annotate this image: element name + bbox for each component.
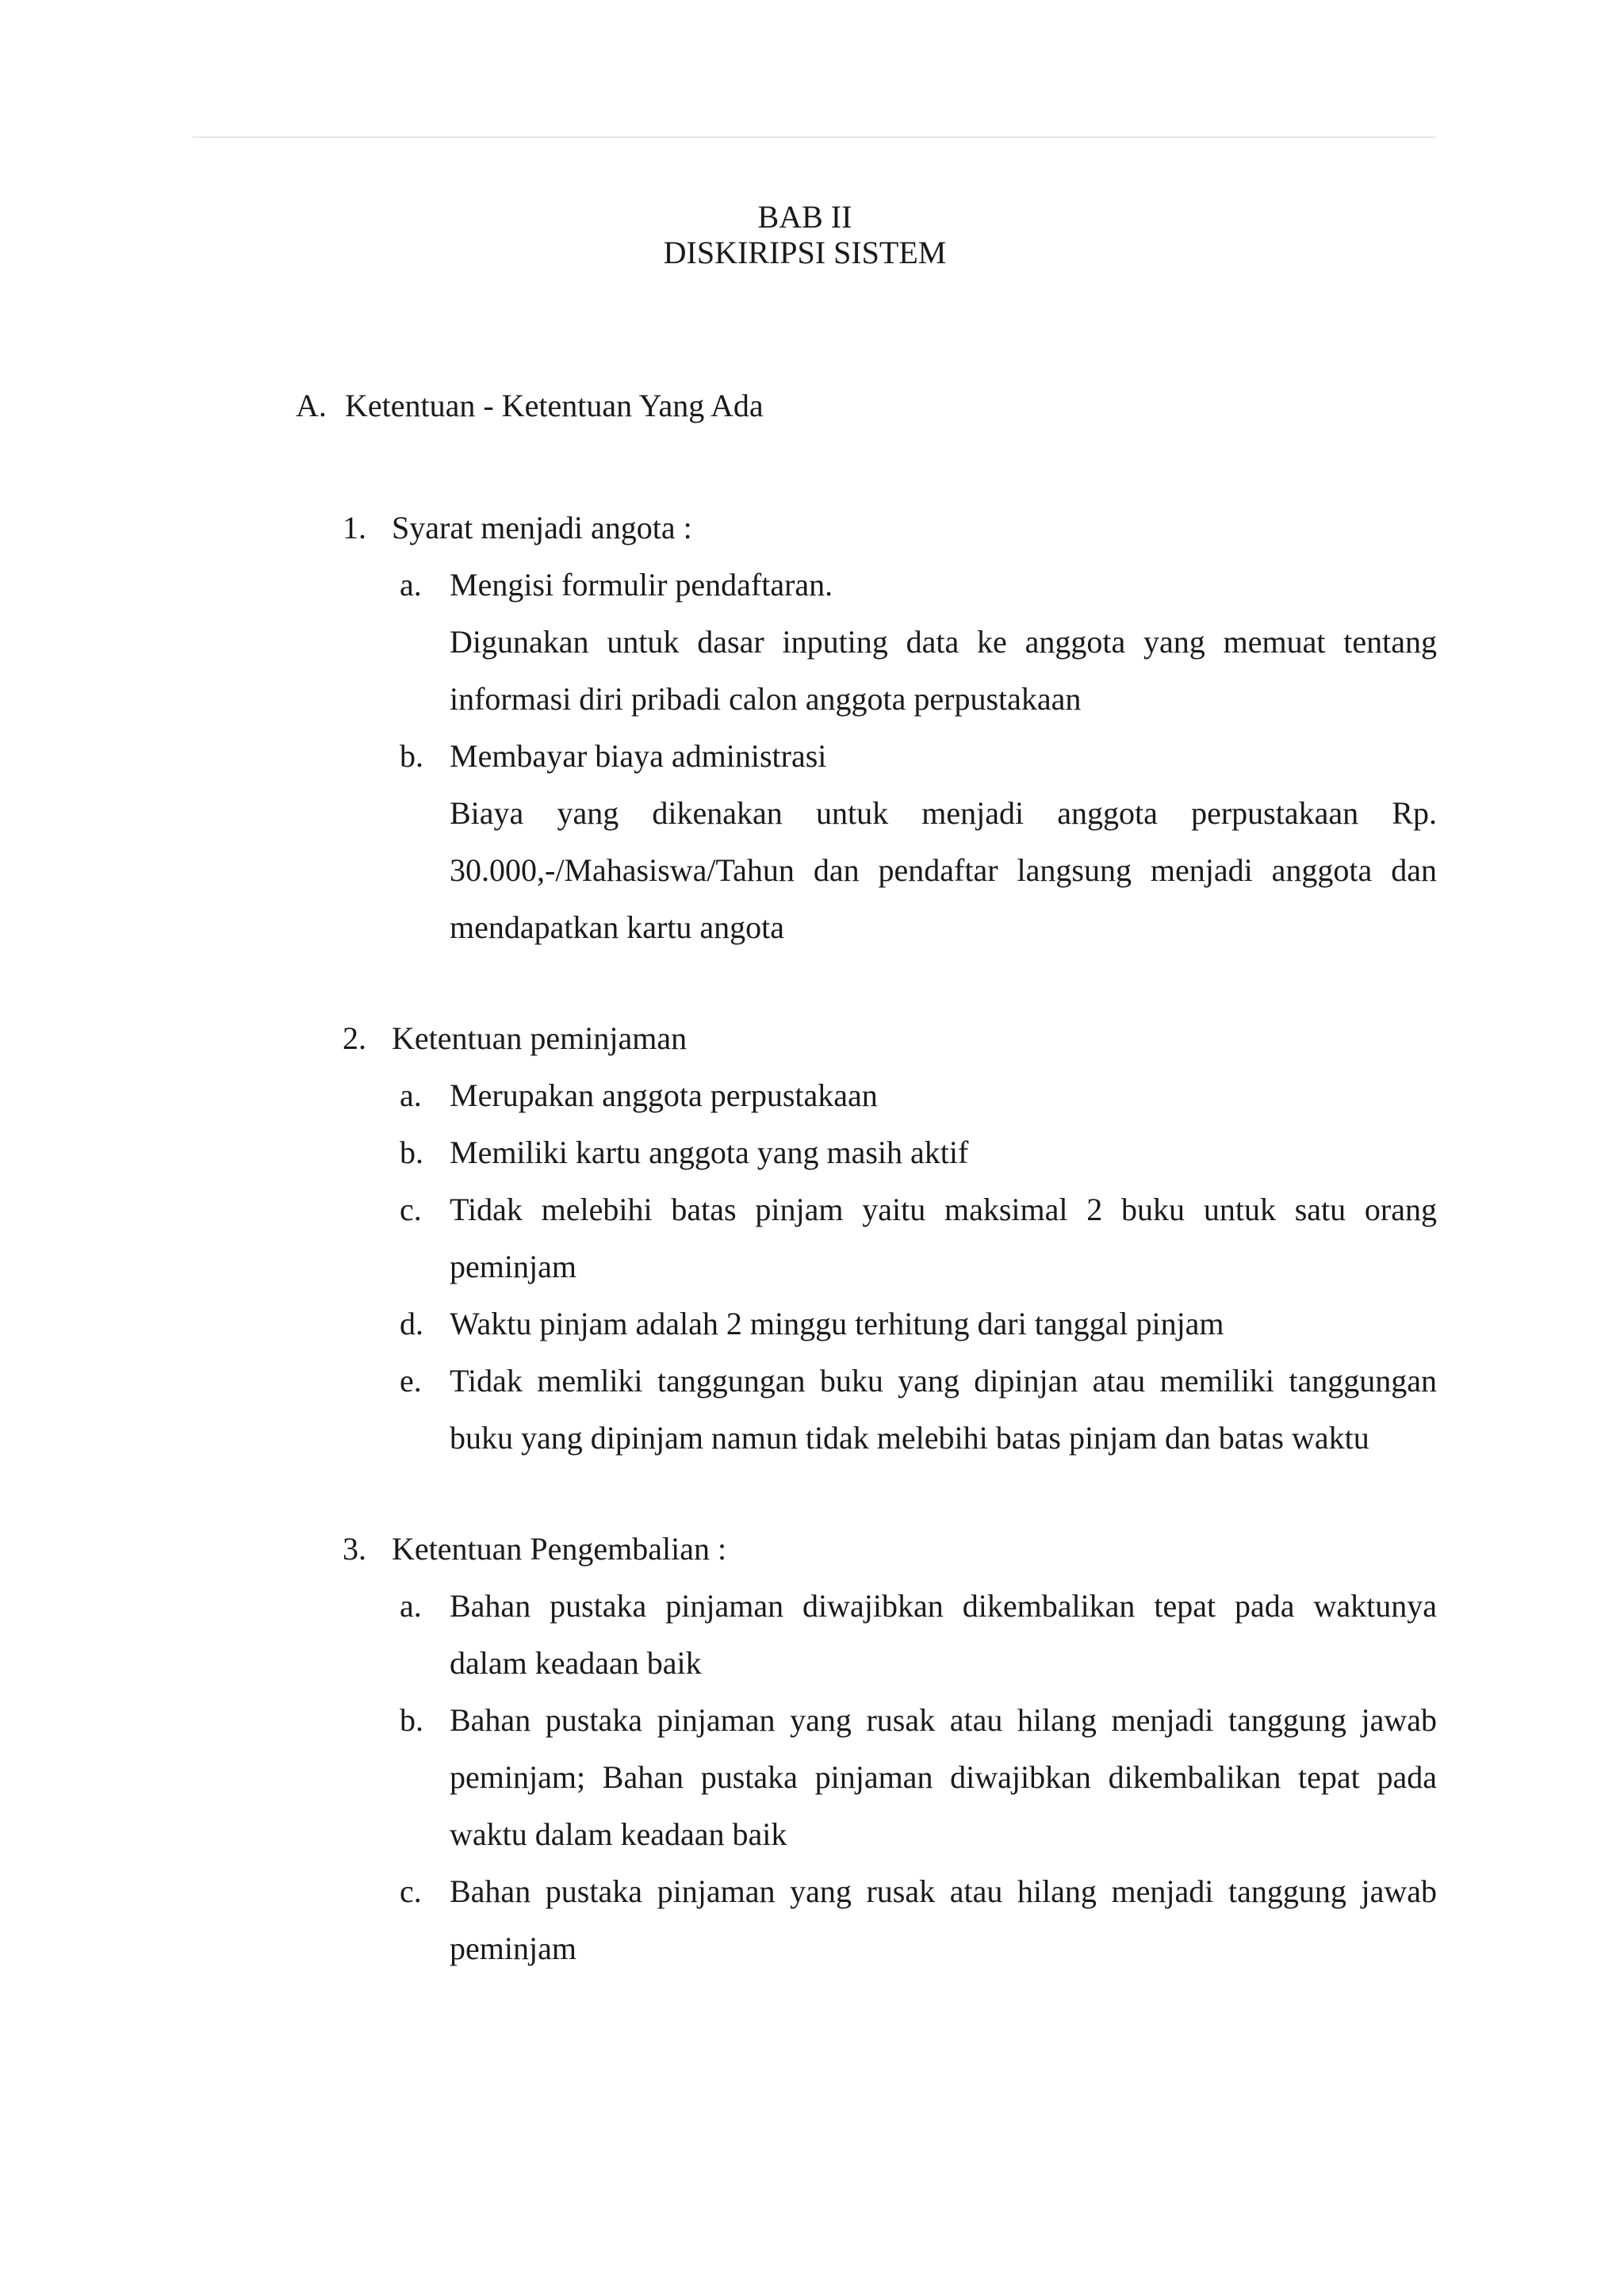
item-description: Digunakan untuk dasar inputing data ke anggota yang memuat tentang informasi diri pribadi calon anggota perpustakaan	[450, 624, 1437, 717]
item-text: Bahan pustaka pinjaman yang rusak atau hilang menjadi tanggung jawab peminjam	[450, 1873, 1437, 1966]
list-item	[343, 1295, 1437, 1353]
item-letter: a.	[400, 567, 422, 603]
item-text: Tidak memliki tanggungan buku yang dipinjan atau memiliki tanggungan buku yang dipinjam namun tidak melebihi batas pinjam dan batas waktu	[450, 1363, 1437, 1456]
list-group-3	[343, 1521, 1437, 1977]
list-group-2	[343, 1010, 1437, 1467]
item-text: Mengisi formulir pendaftaran.	[450, 567, 833, 603]
chapter-number: BAB II	[757, 199, 852, 235]
list-item	[343, 1181, 1437, 1295]
item-letter: a.	[400, 1077, 422, 1113]
item-letter: b.	[400, 738, 423, 774]
item-letter: b.	[400, 1135, 423, 1170]
group-number: 2.	[343, 1020, 366, 1056]
item-text: Bahan pustaka pinjaman diwajibkan dikembalikan tepat pada waktunya dalam keadaan baik	[450, 1588, 1437, 1681]
list-item	[343, 728, 1437, 785]
item-text: Waktu pinjam adalah 2 minggu terhitung dari tanggal pinjam	[450, 1306, 1224, 1341]
item-letter: b.	[400, 1702, 423, 1738]
group-number: 1.	[343, 510, 366, 545]
item-letter: a.	[400, 1588, 422, 1624]
section-label: A.	[296, 388, 327, 423]
group-title: Ketentuan Pengembalian :	[392, 1531, 727, 1567]
section-heading	[296, 387, 764, 425]
item-letter: d.	[400, 1306, 423, 1341]
group-heading	[343, 1010, 1437, 1067]
list-group-1	[343, 499, 1437, 956]
item-text: Merupakan anggota perpustakaan	[450, 1077, 878, 1113]
list-item	[343, 557, 1437, 614]
item-text: Membayar biaya administrasi	[450, 738, 827, 774]
header-rule	[193, 136, 1436, 138]
item-letter: c.	[400, 1192, 422, 1227]
group-heading	[343, 499, 1437, 557]
item-text: Bahan pustaka pinjaman yang rusak atau hilang menjadi tanggung jawab peminjam; Bahan pustaka pinjaman diwajibkan dikembalikan tepat pada waktu dalam keadaan baik	[450, 1702, 1437, 1852]
list-item	[343, 1578, 1437, 1692]
list-item	[343, 1863, 1437, 1977]
item-letter: c.	[400, 1873, 422, 1909]
list-item	[343, 1067, 1437, 1124]
group-heading	[343, 1521, 1437, 1578]
item-text: Tidak melebihi batas pinjam yaitu maksimal 2 buku untuk satu orang peminjam	[450, 1192, 1437, 1284]
list-item	[343, 1124, 1437, 1181]
list-item	[343, 1692, 1437, 1863]
chapter-title: DISKIRIPSI SISTEM	[663, 235, 947, 270]
item-description: Biaya yang dikenakan untuk menjadi anggota perpustakaan Rp. 30.000,-/Mahasiswa/Tahun dan pendaftar langsung menjadi anggota dan mendapatkan kartu angota	[450, 795, 1437, 945]
group-title: Ketentuan peminjaman	[392, 1020, 688, 1056]
group-title: Syarat menjadi angota :	[392, 510, 692, 545]
section-title: Ketentuan - Ketentuan Yang Ada	[345, 388, 764, 423]
item-letter: e.	[400, 1363, 422, 1399]
item-text: Memiliki kartu anggota yang masih aktif	[450, 1135, 969, 1170]
list-item	[343, 1353, 1437, 1467]
group-number: 3.	[343, 1531, 366, 1567]
